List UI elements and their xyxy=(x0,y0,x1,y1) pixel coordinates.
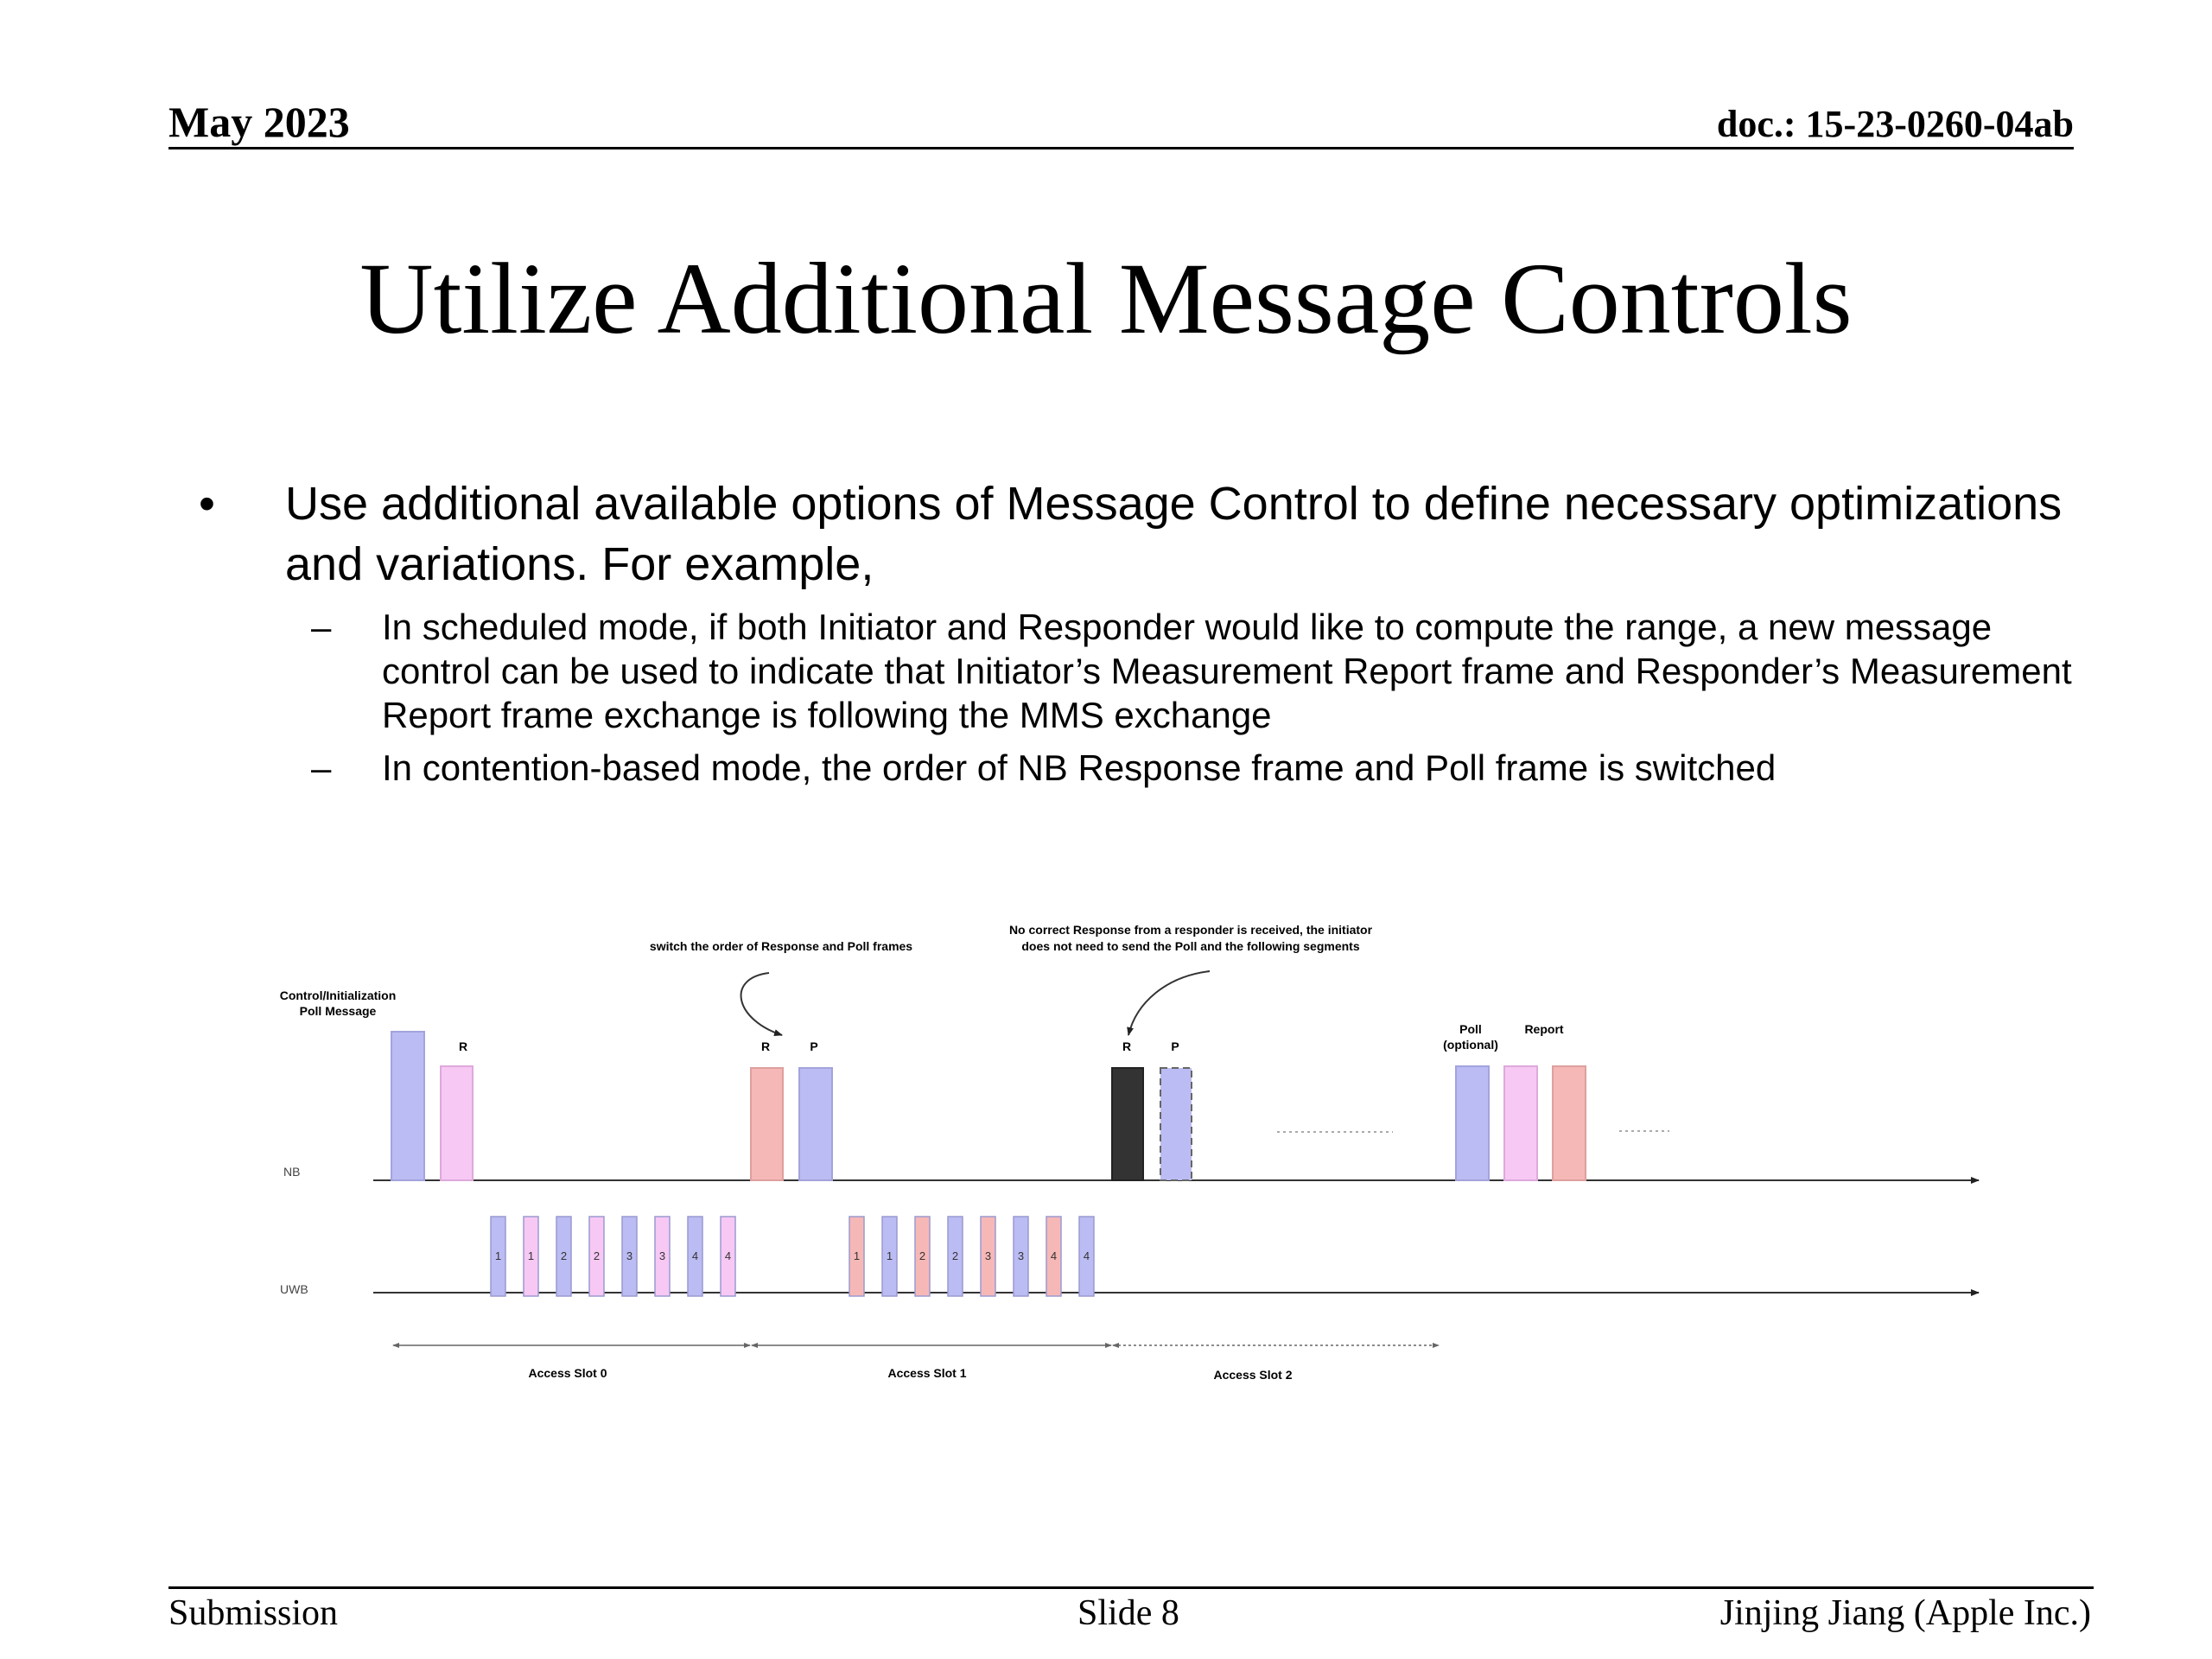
poll-message-label: Poll Message xyxy=(299,1004,377,1018)
uwb-segment-number: 2 xyxy=(560,1249,568,1262)
uwb-segment-number: 4 xyxy=(1083,1249,1090,1262)
nb-optional-poll-frame xyxy=(1456,1066,1489,1180)
poll-label: P xyxy=(1171,1039,1179,1053)
footer-author: Jinjing Jiang (Apple Inc.) xyxy=(1719,1593,2091,1633)
uwb-segment-number: 1 xyxy=(886,1249,893,1262)
nb-control-poll-frame xyxy=(391,1032,424,1180)
uwb-segment-number: 3 xyxy=(626,1249,633,1262)
control-init-label: Control/Initialization xyxy=(279,988,397,1002)
uwb-segment-number: 4 xyxy=(1050,1249,1058,1262)
uwb-row-label: UWB xyxy=(280,1282,308,1296)
bullet-marker: • xyxy=(199,478,215,530)
header-date: May 2023 xyxy=(168,98,350,146)
footer-rule xyxy=(168,1586,2094,1589)
switch-order-annotation: switch the order of Response and Poll frames xyxy=(649,939,913,953)
footer-slide-number: Slide 8 xyxy=(1077,1593,1179,1633)
uwb-segment-number: 1 xyxy=(527,1249,535,1262)
access-slot-label: Access Slot 1 xyxy=(887,1366,967,1380)
footer-submission: Submission xyxy=(168,1593,339,1633)
uwb-segment-number: 3 xyxy=(984,1249,992,1262)
uwb-segment-number: 3 xyxy=(658,1249,666,1262)
nb-response-frame xyxy=(751,1068,783,1180)
nb-response-frame xyxy=(441,1066,473,1180)
sub-bullet-text: In scheduled mode, if both Initiator and Responder would like to compute the range, a new message control can be used to indicate that Initiator’s Measurement Report frame and Responder’s Measurement Report frame exchange is following the MMS exchange xyxy=(382,607,2072,735)
no-response-annotation-arrow xyxy=(1128,971,1210,1035)
uwb-segment-number: 2 xyxy=(951,1249,959,1262)
sub-bullet-text: In contention-based mode, the order of NB Response frame and Poll frame is switched xyxy=(382,747,1777,788)
uwb-segment-number: 2 xyxy=(918,1249,926,1262)
nb-report-frame xyxy=(1504,1066,1537,1180)
access-slot-label: Access Slot 0 xyxy=(528,1366,607,1380)
access-slot-label: Access Slot 2 xyxy=(1213,1368,1293,1382)
uwb-segment-number: 4 xyxy=(724,1249,732,1262)
header-doc-id: doc.: 15-23-0260-04ab xyxy=(1716,103,2074,145)
response-label: R xyxy=(1122,1039,1132,1053)
sub-bullet-marker: – xyxy=(311,607,332,647)
nb-skipped-poll-frame xyxy=(1160,1068,1192,1180)
no-response-annotation-line1: No correct Response from a responder is received, the initiator xyxy=(1008,923,1373,937)
response-label: R xyxy=(458,1039,468,1053)
sub-bullet-marker: – xyxy=(311,747,332,788)
nb-row-label: NB xyxy=(283,1165,301,1179)
response-label: R xyxy=(760,1039,771,1053)
uwb-segment-number: 4 xyxy=(691,1249,699,1262)
nb-failed-response-frame xyxy=(1112,1068,1143,1180)
slide-title: Utilize Additional Message Controls xyxy=(359,242,1853,355)
uwb-segment-number: 1 xyxy=(494,1249,502,1262)
optional-label: (optional) xyxy=(1443,1038,1498,1052)
nb-poll-frame xyxy=(799,1068,832,1180)
bullet-text: Use additional available options of Message Control to define necessary optimizations and variations. For example, xyxy=(285,478,2063,590)
switch-annotation-arrow xyxy=(741,973,782,1035)
poll-label: P xyxy=(810,1039,818,1053)
no-response-annotation-line2: does not need to send the Poll and the following segments xyxy=(1021,939,1360,953)
report-label: Report xyxy=(1524,1022,1564,1036)
nb-report-frame xyxy=(1553,1066,1586,1180)
uwb-segment-number: 2 xyxy=(593,1249,601,1262)
poll-optional-label: Poll xyxy=(1459,1022,1482,1036)
uwb-segment-number: 1 xyxy=(853,1249,861,1262)
uwb-segment-number: 3 xyxy=(1017,1249,1025,1262)
